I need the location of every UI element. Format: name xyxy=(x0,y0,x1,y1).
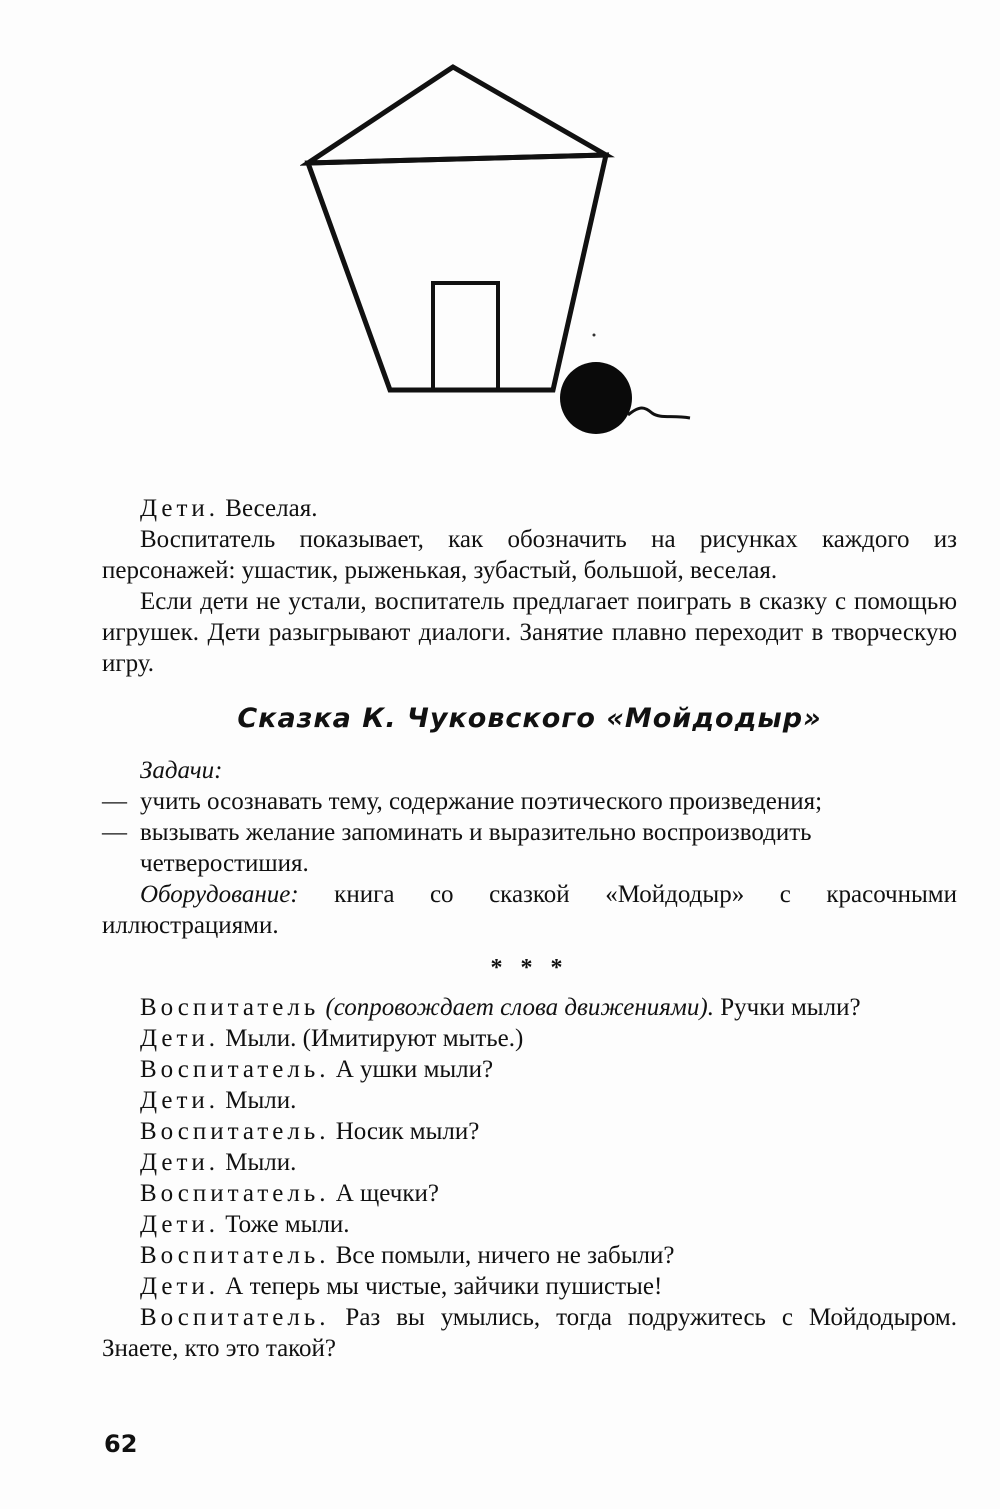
section-title: Сказка К. Чуковского «Мойдодыр» xyxy=(237,703,822,734)
dialogue-line: Дети. Тоже мыли. xyxy=(140,1211,350,1238)
speaker: Воспитатель. xyxy=(140,1180,330,1207)
tasks-label: Задачи: xyxy=(140,757,223,784)
house-walls xyxy=(308,155,606,390)
dialogue-line: Воспитатель. Раз вы умылись, тогда подружитесь с Мойдодыром. Знаете, кто это такой? xyxy=(102,1304,957,1362)
speaker: Дети. xyxy=(140,1025,220,1052)
dialogue-line: Воспитатель. А ушки мыли? xyxy=(140,1056,494,1083)
task-item-1: — учить осознавать тему, содержание поэтического произведения; xyxy=(102,788,823,815)
dialogue-line: Дети. А теперь мы чистые, зайчики пушистые! xyxy=(140,1273,663,1300)
house-door xyxy=(433,283,498,390)
dialogue-line: Дети. Мыли. xyxy=(140,1149,297,1176)
task-item-2: — вызывать желание запоминать и выразительно воспроизводить четверостишия. xyxy=(102,819,812,877)
intro-paragraph-2: Воспитатель показывает, как обозначить на рисунках каждого из персонажей: ушастик, рыженькая, зубастый, большой, веселая. xyxy=(102,526,957,584)
dialogue-line: Воспитатель (сопровождает слова движениями). Ручки мыли? xyxy=(140,994,861,1021)
page-number: 62 xyxy=(104,1430,138,1458)
speck xyxy=(593,334,596,337)
speaker-children: Дети. xyxy=(140,495,220,522)
house-drawing xyxy=(300,55,720,445)
speaker: Дети. xyxy=(140,1087,220,1114)
yarn-ball xyxy=(560,362,632,434)
dash-mark: — xyxy=(102,788,127,815)
house-roof xyxy=(308,67,606,163)
speaker-teacher: Воспитатель. xyxy=(140,1304,330,1331)
equipment-paragraph: Оборудование: книга со сказкой «Мойдодыр» с красочными иллюстрациями. xyxy=(102,881,957,939)
tasks-block xyxy=(102,755,957,941)
dash-mark: — xyxy=(102,819,127,846)
speaker: Дети. xyxy=(140,1273,220,1300)
dialogue-line: Воспитатель. Носик мыли? xyxy=(140,1118,480,1145)
dialogue-block xyxy=(102,992,957,1364)
speaker: Воспитатель. xyxy=(140,1118,330,1145)
intro-paragraph-3: Если дети не устали, воспитатель предлагает поиграть в сказку с помощью игрушек. Дети разыгрывают диалоги. Занятие плавно переходит в творческую игру. xyxy=(102,588,957,677)
equipment-label: Оборудование: xyxy=(140,881,299,908)
speaker-teacher: Воспитатель xyxy=(140,994,320,1021)
dialogue-line: Дети. Мыли. (Имитируют мытье.) xyxy=(140,1025,524,1052)
dialogue-line: Воспитатель. Все помыли, ничего не забыли? xyxy=(140,1242,675,1269)
speaker: Дети. xyxy=(140,1149,220,1176)
speaker: Дети. xyxy=(140,1211,220,1238)
speaker: Воспитатель. xyxy=(140,1242,330,1269)
dialogue-line: Дети. Мыли. xyxy=(140,1087,297,1114)
speaker: Воспитатель. xyxy=(140,1056,330,1083)
section-divider-stars: * * * xyxy=(490,955,569,981)
stage-remark: (сопровождает слова движениями). xyxy=(319,994,714,1021)
intro-block xyxy=(102,493,957,679)
intro-line-1: Дети. Веселая. xyxy=(140,495,318,522)
dialogue-line: Воспитатель. А щечки? xyxy=(140,1180,439,1207)
yarn-thread xyxy=(628,408,690,418)
